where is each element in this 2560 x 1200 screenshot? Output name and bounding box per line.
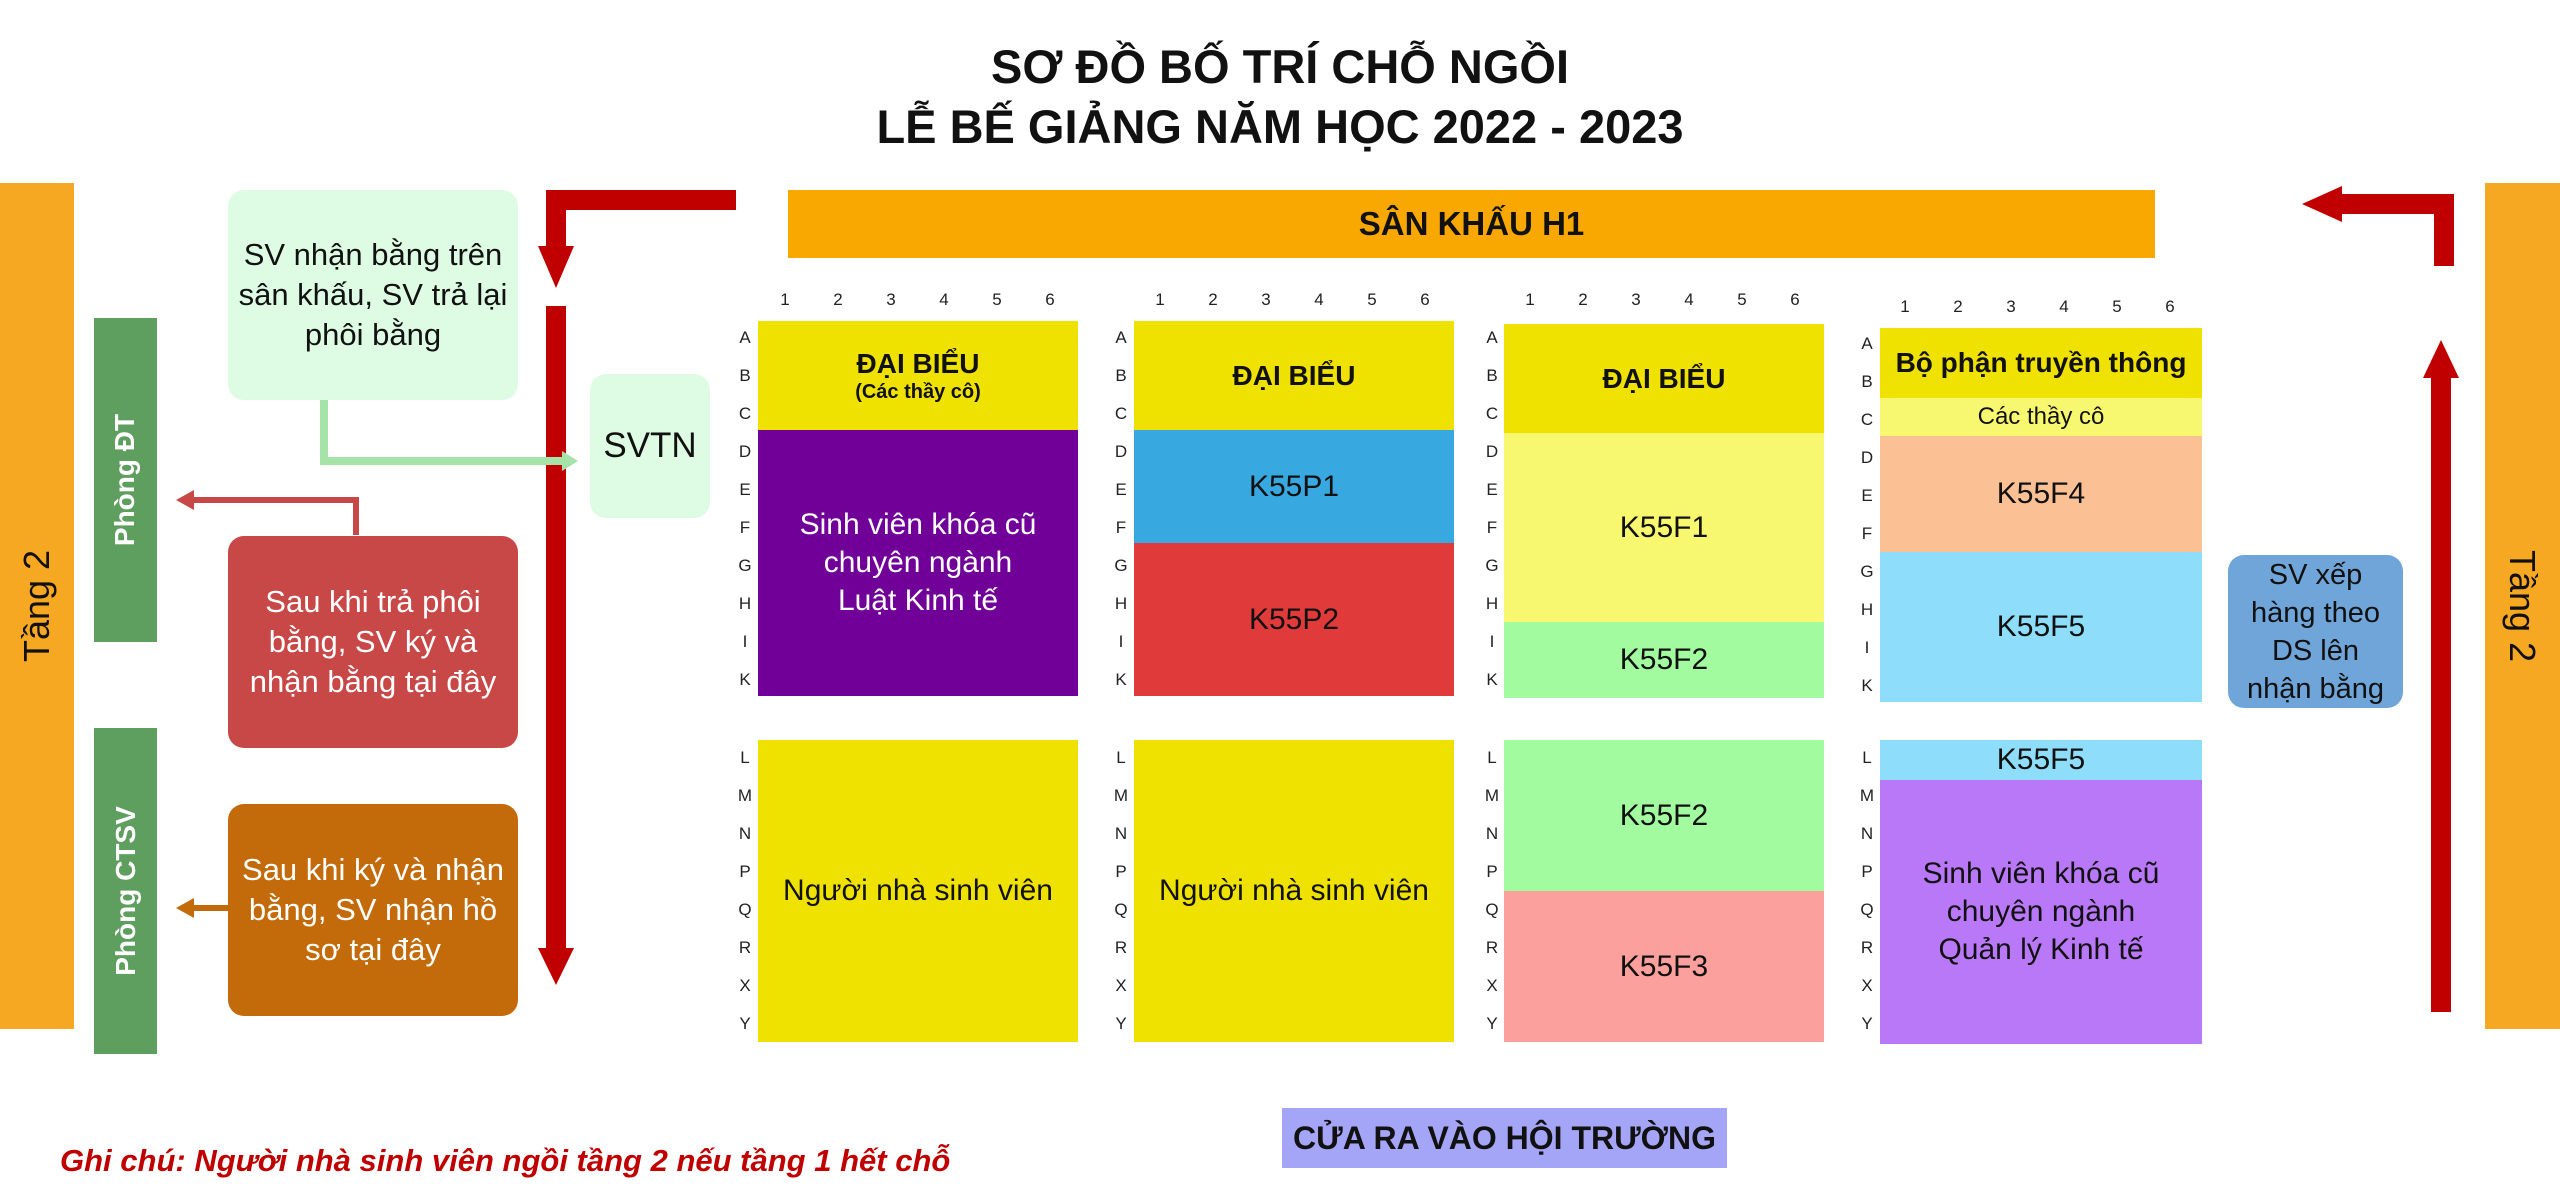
col-number: 4 xyxy=(2059,297,2069,316)
stage-exit-arrow xyxy=(556,200,736,248)
row-label: B xyxy=(1115,366,1127,385)
row-label: X xyxy=(739,976,751,995)
s4-media-team xyxy=(1880,328,2202,398)
row-label: K xyxy=(1115,670,1127,689)
svtn-connector-head xyxy=(562,451,578,471)
row-label: A xyxy=(1861,334,1873,353)
row-label: L xyxy=(1862,748,1872,767)
s3-k55f1-label: K55F1 xyxy=(1619,510,1709,544)
s4-k55f4-label: K55F4 xyxy=(1996,477,2086,510)
s2-k55p1 xyxy=(1134,430,1454,543)
row-label: N xyxy=(1114,824,1128,843)
s2-family xyxy=(1134,740,1454,1042)
row-label: B xyxy=(739,366,751,385)
row-label: Y xyxy=(1861,1014,1873,1033)
s2-k55p2 xyxy=(1134,543,1454,696)
row-label: D xyxy=(1114,442,1128,461)
svtn-connector xyxy=(324,400,565,461)
row-label: L xyxy=(1116,748,1126,767)
s1-old-students-law-label: Sinh viên khóa cũ chuyên ngành Luật Kinh tế xyxy=(799,508,1037,617)
row-label: R xyxy=(738,938,752,957)
s1-old-students-law xyxy=(758,430,1078,696)
row-label: A xyxy=(1486,328,1498,347)
col-number: 5 xyxy=(1367,290,1377,309)
s2-row-labels-bottom xyxy=(1109,740,1133,1040)
col-number: 4 xyxy=(939,290,949,309)
s4-row-labels-top xyxy=(1855,326,1879,701)
svtn-box xyxy=(590,374,710,518)
room-dt-label: Phòng ĐT xyxy=(109,413,141,547)
row-label: C xyxy=(1485,404,1499,423)
s3-delegates xyxy=(1504,324,1824,433)
s2-row-labels-top xyxy=(1109,320,1133,695)
row-label: I xyxy=(742,632,748,651)
row-label: M xyxy=(1113,786,1129,805)
s1-family xyxy=(758,740,1078,1042)
row-label: N xyxy=(1485,824,1499,843)
s4-teachers xyxy=(1880,398,2202,436)
row-label: I xyxy=(1864,638,1870,657)
note-receive-file xyxy=(228,804,518,1016)
col-number: 1 xyxy=(780,290,790,309)
col-number: 3 xyxy=(2006,297,2016,316)
s1-row-labels-top xyxy=(733,320,757,695)
row-label: R xyxy=(1114,938,1128,957)
col-number: 1 xyxy=(1525,290,1535,309)
row-label: K xyxy=(1486,670,1498,689)
row-label: G xyxy=(1485,556,1499,575)
s3-k55f3 xyxy=(1504,891,1824,1042)
row-label: L xyxy=(740,748,750,767)
row-label: I xyxy=(1118,632,1124,651)
row-label: R xyxy=(1860,938,1874,957)
row-label: H xyxy=(1485,594,1499,613)
col-number: 4 xyxy=(1314,290,1324,309)
s3-delegates-label: ĐẠI BIỂU xyxy=(1602,362,1726,394)
col-number: 1 xyxy=(1900,297,1910,316)
room-ctsv-label: Phòng CTSV xyxy=(109,806,141,976)
row-label: M xyxy=(1859,786,1875,805)
s4-k55f5-top-label: K55F5 xyxy=(1996,610,2086,643)
s2-delegates-label: ĐẠI BIỂU xyxy=(1232,359,1356,391)
s3-k55f3-label: K55F3 xyxy=(1619,949,1709,983)
note-receive-on-stage-text: SV nhận bằng trên sân khấu, SV trả lại phôi bằng xyxy=(238,237,508,352)
note-queue-text: SV xếp hàng theo DS lên nhận bằng xyxy=(2246,558,2385,705)
row-label: P xyxy=(1861,862,1873,881)
row-label: H xyxy=(1860,600,1874,619)
row-label: E xyxy=(1115,480,1127,499)
row-label: E xyxy=(739,480,751,499)
s4-k55f4 xyxy=(1880,436,2202,552)
floor-left-label: Tầng 2 xyxy=(16,549,58,663)
row-label: P xyxy=(1486,862,1498,881)
row-label: Y xyxy=(1115,1014,1127,1033)
note-receive-file-text: Sau khi ký và nhận bằng, SV nhận hồ sơ tại đây xyxy=(242,852,504,967)
s4-old-students-econ-label: Sinh viên khóa cũ chuyên ngành Quản lý Kinh tế xyxy=(1922,857,2160,966)
row-label: F xyxy=(1115,518,1127,537)
queue-to-stage-arrow-head xyxy=(2302,186,2342,222)
row-label: F xyxy=(739,518,751,537)
col-number: 6 xyxy=(2165,297,2175,316)
col-number: 2 xyxy=(1953,297,1963,316)
note-queue xyxy=(2228,555,2403,708)
stage-label: SÂN KHẤU H1 xyxy=(1358,205,1585,242)
svtn-label: SVTN xyxy=(603,426,697,465)
row-label: G xyxy=(738,556,752,575)
row-label: X xyxy=(1486,976,1498,995)
s4-col-numbers xyxy=(1880,297,2200,321)
footnote: Ghi chú: Người nhà sinh viên ngồi tầng 2 nếu tầng 1 hết chỗ xyxy=(60,1143,951,1178)
s4-k55f5-bottom xyxy=(1880,740,2202,780)
row-label: D xyxy=(1860,448,1874,467)
row-label: P xyxy=(1115,862,1127,881)
s3-k55f2-top-label: K55F2 xyxy=(1619,643,1709,676)
row-label: C xyxy=(738,404,752,423)
col-number: 6 xyxy=(1420,290,1430,309)
col-number: 2 xyxy=(1578,290,1588,309)
col-number: 4 xyxy=(1684,290,1694,309)
row-label: I xyxy=(1489,632,1495,651)
s3-k55f2-bottom xyxy=(1504,740,1824,891)
note-receive-on-stage xyxy=(228,190,518,400)
row-label: A xyxy=(739,328,751,347)
floor-right-label: Tầng 2 xyxy=(2502,549,2544,663)
to-room-dt-arrow-head xyxy=(176,490,194,510)
col-number: 6 xyxy=(1790,290,1800,309)
aisle-down-arrow-head xyxy=(538,948,574,985)
row-label: Q xyxy=(738,900,752,919)
s3-k55f2-top xyxy=(1504,622,1824,698)
row-label: C xyxy=(1114,404,1128,423)
col-number: 5 xyxy=(1737,290,1747,309)
row-label: N xyxy=(1860,824,1874,843)
s4-teachers-label: Các thầy cô xyxy=(1977,403,2105,430)
row-label: P xyxy=(739,862,751,881)
stage xyxy=(788,190,2155,258)
s2-col-numbers xyxy=(1135,290,1455,314)
queue-to-stage-arrow xyxy=(2340,204,2444,266)
page-title: SƠ ĐỒ BỐ TRÍ CHỖ NGỒI xyxy=(991,40,1569,93)
entrance-door xyxy=(1282,1108,1727,1168)
row-label: A xyxy=(1115,328,1127,347)
s1-delegates-label: ĐẠI BIỂU xyxy=(856,347,980,379)
row-label: X xyxy=(1861,976,1873,995)
row-label: K xyxy=(1861,676,1873,695)
col-number: 2 xyxy=(833,290,843,309)
row-label: R xyxy=(1485,938,1499,957)
col-number: 3 xyxy=(886,290,896,309)
row-label: Y xyxy=(739,1014,751,1033)
s2-k55p2-label: K55P2 xyxy=(1248,602,1340,636)
col-number: 6 xyxy=(1045,290,1055,309)
s3-row-labels-bottom xyxy=(1480,740,1504,1040)
s3-k55f1 xyxy=(1504,433,1824,622)
col-number: 5 xyxy=(992,290,1002,309)
row-label: L xyxy=(1487,748,1497,767)
row-label: K xyxy=(739,670,751,689)
stage-exit-arrow-head xyxy=(538,246,574,288)
row-label: Q xyxy=(1114,900,1128,919)
row-label: F xyxy=(1486,518,1498,537)
row-label: B xyxy=(1861,372,1873,391)
row-label: Q xyxy=(1485,900,1499,919)
row-label: E xyxy=(1861,486,1873,505)
row-label: Y xyxy=(1486,1014,1498,1033)
row-label: N xyxy=(738,824,752,843)
row-label: Q xyxy=(1860,900,1874,919)
col-number: 3 xyxy=(1631,290,1641,309)
row-label: H xyxy=(738,594,752,613)
row-label: M xyxy=(1484,786,1500,805)
s1-col-numbers xyxy=(760,290,1080,314)
row-label: E xyxy=(1486,480,1498,499)
s1-delegates-sub: (Các thầy cô) xyxy=(855,380,981,403)
col-number: 2 xyxy=(1208,290,1218,309)
s3-col-numbers xyxy=(1505,290,1825,314)
row-label: B xyxy=(1486,366,1498,385)
row-label: G xyxy=(1860,562,1874,581)
row-label: D xyxy=(1485,442,1499,461)
page-subtitle: LỄ BẾ GIẢNG NĂM HỌC 2022 - 2023 xyxy=(876,100,1684,153)
s1-row-labels-bottom xyxy=(733,740,757,1040)
s3-row-labels-top xyxy=(1480,320,1504,695)
s4-k55f5-top xyxy=(1880,552,2202,702)
row-label: M xyxy=(737,786,753,805)
to-room-dt-arrow xyxy=(190,500,356,535)
row-label: H xyxy=(1114,594,1128,613)
col-number: 3 xyxy=(1261,290,1271,309)
s2-delegates xyxy=(1134,321,1454,430)
s4-k55f5-bottom-label: K55F5 xyxy=(1996,743,2086,776)
row-label: D xyxy=(738,442,752,461)
row-label: X xyxy=(1115,976,1127,995)
s2-k55p1-label: K55P1 xyxy=(1248,469,1340,503)
note-sign-receive-text: Sau khi trả phôi bằng, SV ký và nhận bằng tại đây xyxy=(249,584,497,699)
s4-row-labels-bottom xyxy=(1855,740,1879,1040)
s1-family-label: Người nhà sinh viên xyxy=(783,874,1053,907)
s3-k55f2-bottom-label: K55F2 xyxy=(1619,798,1709,832)
col-number: 5 xyxy=(2112,297,2122,316)
queue-up-arrow-head xyxy=(2423,340,2459,378)
note-sign-receive xyxy=(228,536,518,748)
col-number: 1 xyxy=(1155,290,1165,309)
s1-delegates xyxy=(758,321,1078,430)
s4-media-team-label: Bộ phận truyền thông xyxy=(1895,347,2187,378)
row-label: G xyxy=(1114,556,1128,575)
row-label: F xyxy=(1861,524,1873,543)
row-label: C xyxy=(1860,410,1874,429)
s2-family-label: Người nhà sinh viên xyxy=(1159,874,1429,907)
to-room-ctsv-arrow-head xyxy=(176,898,194,918)
s4-old-students-econ xyxy=(1880,780,2202,1044)
entrance-door-label: CỬA RA VÀO HỘI TRƯỜNG xyxy=(1293,1119,1716,1156)
